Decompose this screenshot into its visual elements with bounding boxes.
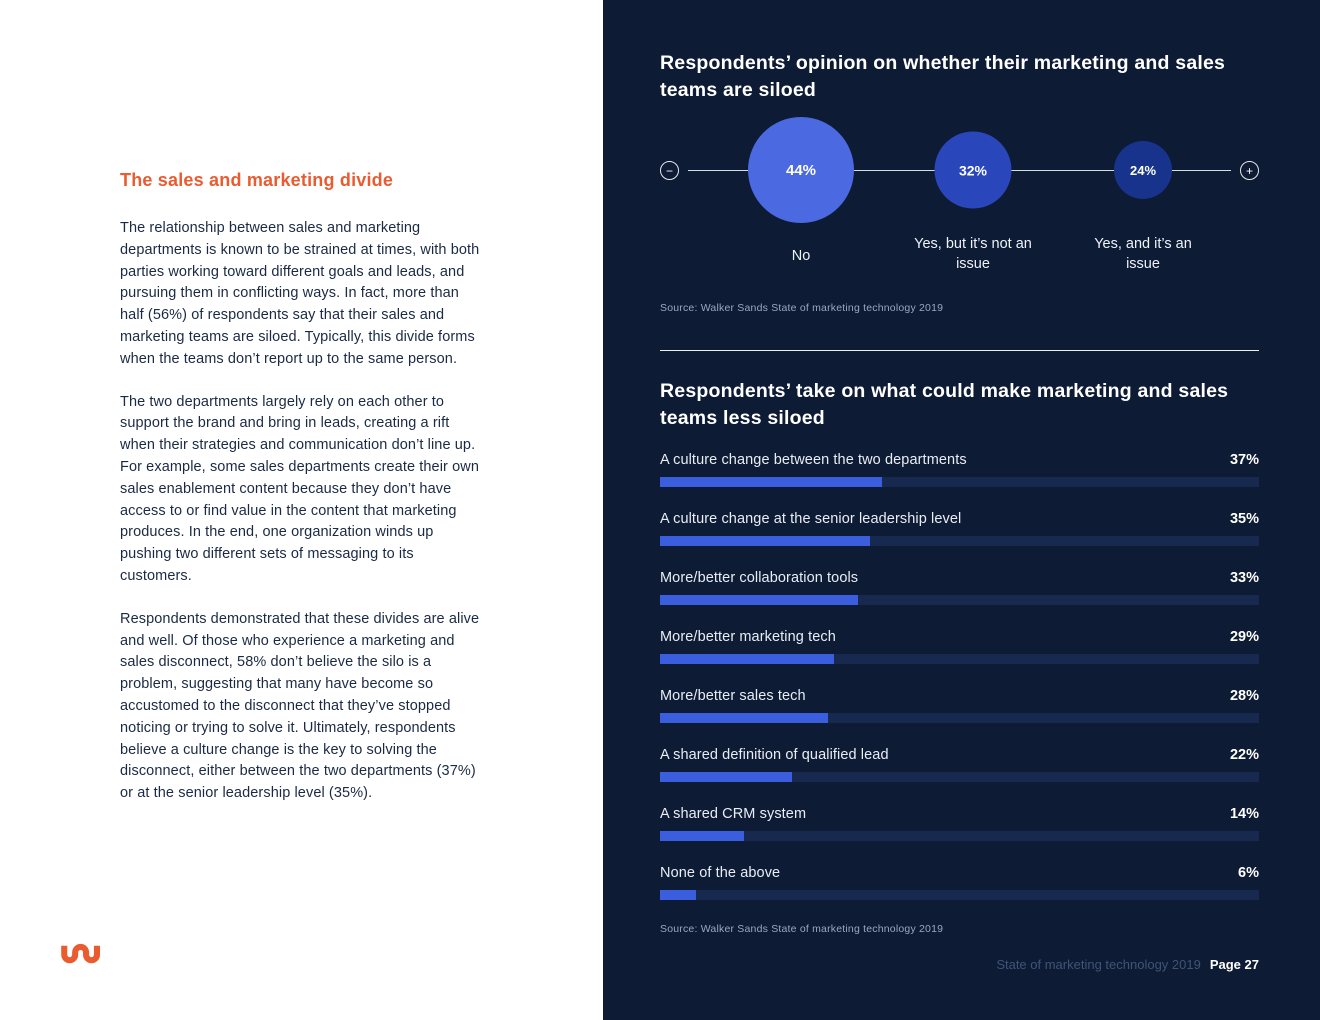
bar-fill <box>660 772 792 782</box>
bar-track <box>660 536 1259 546</box>
left-panel <box>0 0 603 1020</box>
bar-fill <box>660 713 828 723</box>
bar-label: A culture change at the senior leadership level <box>660 511 962 527</box>
bubble-yes-not-issue-value: 32% <box>958 162 988 178</box>
left-text-column <box>120 170 484 826</box>
bar-value: 37% <box>1229 452 1259 468</box>
bar-label: A shared CRM system <box>660 806 807 822</box>
footer-page-number: Page 27 <box>1209 957 1259 972</box>
bar-label: More/better collaboration tools <box>660 570 859 586</box>
page-footer <box>660 957 1259 972</box>
bar-fill <box>660 595 858 605</box>
minus-icon: − <box>660 161 679 180</box>
paragraph-1: The relationship between sales and marketing departments is known to be strained at times, with both parties working toward different goals and leads, and pursuing them in conflicting ways. In fact, more than half (56%) of respondents say that their sales and marketing teams are siloed. Typically, this divide forms when the teams don’t report up to the same person. <box>120 220 480 367</box>
bubble-no <box>748 117 854 223</box>
bubble-chart <box>660 116 1259 292</box>
paragraph-3: Respondents demonstrated that these divides are alive and well. Of those who experience a marketing and sales disconnect, 58% don’t believe the silo is a problem, suggesting that many have become so accustomed to the disconnect that they’ve stopped noticing or trying to solve it. Ultimately, respondents believe a culture change is the key to solving the disconnect, either between the two departments (37%) or at the senior leadership level (35%). <box>120 610 480 802</box>
walker-sands-logo <box>60 941 100 971</box>
bar-fill <box>660 654 834 664</box>
bar-value: 33% <box>1229 570 1259 586</box>
source-note-2: Source: Walker Sands State of marketing technology 2019 <box>660 923 944 935</box>
bar-row <box>660 687 1259 723</box>
right-panel <box>603 0 1320 1020</box>
divider <box>660 350 1259 351</box>
bubble-label-yes-not-issue: Yes, but it’s not an issue <box>914 236 1032 272</box>
bar-fill <box>660 477 882 487</box>
bubble-no-value: 44% <box>785 161 817 179</box>
bar-value: 14% <box>1229 806 1259 822</box>
paragraph-2: The two departments largely rely on each other to support the brand and bring in leads, creating a rift when their strategies and communication don’t line up. For example, some sales departments create their own sales enablement content because they don’t have access to or find value in the content that marketing produces. In the end, one organization winds up pushing two different sets of messaging to its customers. <box>120 393 479 584</box>
bar-row <box>660 864 1259 900</box>
bar-label: A shared definition of qualified lead <box>660 747 889 763</box>
bar-track <box>660 477 1259 487</box>
bar-label: More/better marketing tech <box>660 629 836 645</box>
bar-value: 29% <box>1229 629 1259 645</box>
bar-chart-title: Respondents’ take on what could make marketing and sales teams less siloed <box>660 380 1229 429</box>
bubble-label-no: No <box>791 248 811 264</box>
bar-value: 22% <box>1229 747 1259 763</box>
bar-track <box>660 595 1259 605</box>
bar-value: 6% <box>1238 865 1259 881</box>
bar-row <box>660 451 1259 487</box>
bar-row <box>660 569 1259 605</box>
section-heading: The sales and marketing divide <box>120 170 394 190</box>
bar-track <box>660 772 1259 782</box>
bubble-yes-issue-value: 24% <box>1129 162 1157 178</box>
bar-value: 28% <box>1229 688 1259 704</box>
plus-icon: + <box>1240 161 1259 180</box>
bubble-label-yes-issue: Yes, and it’s an issue <box>1094 236 1192 272</box>
bar-row <box>660 628 1259 664</box>
bar-track <box>660 890 1259 900</box>
bar-track <box>660 831 1259 841</box>
bar-label: More/better sales tech <box>660 688 806 704</box>
bubble-yes-not-issue <box>935 132 1012 209</box>
walker-sands-logo-mark <box>60 941 100 971</box>
bar-fill <box>660 536 870 546</box>
bar-fill <box>660 831 744 841</box>
bar-row <box>660 746 1259 782</box>
footer-report-title: State of marketing technology 2019 <box>996 957 1201 972</box>
bar-row <box>660 805 1259 841</box>
bar-label: A culture change between the two departments <box>660 452 967 468</box>
bar-chart <box>660 451 1259 900</box>
bubble-yes-issue <box>1114 141 1172 199</box>
bar-value: 35% <box>1229 511 1259 527</box>
bar-fill <box>660 890 696 900</box>
bubble-chart-title: Respondents’ opinion on whether their marketing and sales teams are siloed <box>660 52 1226 101</box>
bar-label: None of the above <box>660 865 781 881</box>
bar-track <box>660 654 1259 664</box>
source-note-1: Source: Walker Sands State of marketing technology 2019 <box>660 302 944 314</box>
bar-row <box>660 510 1259 546</box>
bar-track <box>660 713 1259 723</box>
